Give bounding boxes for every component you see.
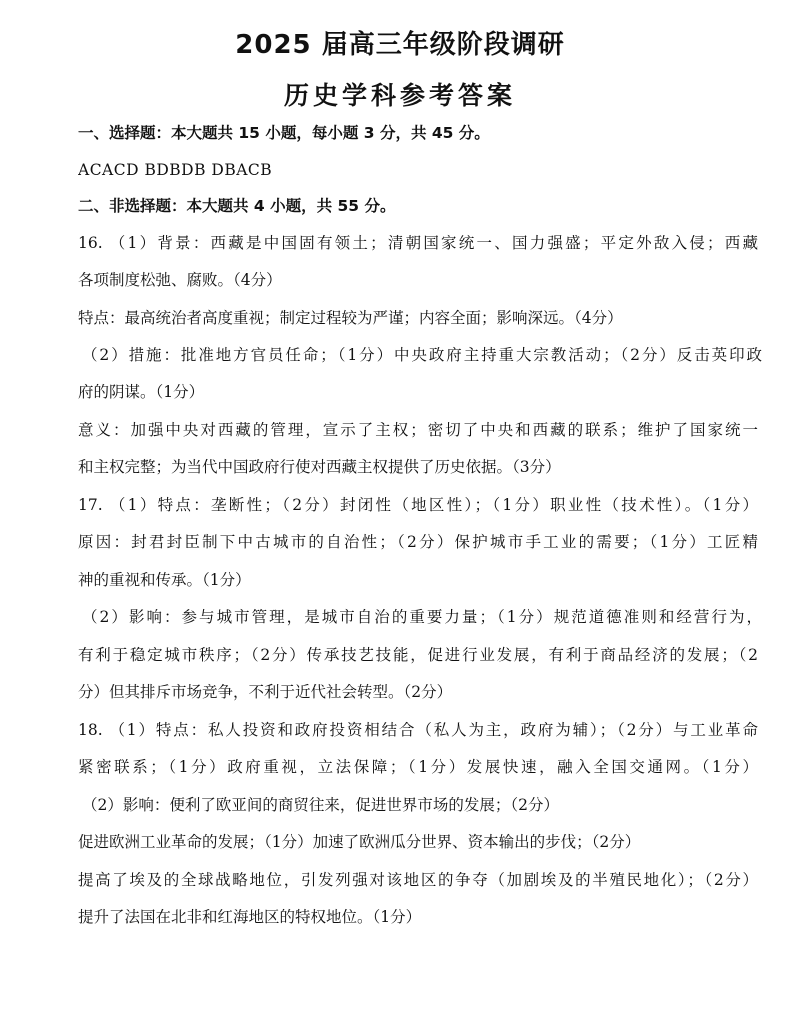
answer-line-q18-3: （2）影响：便利了欧亚间的商贸往来，促进世界市场的发展；（2分）	[82, 796, 559, 814]
answer-line-q18-1: 18. （1）特点：私人投资和政府投资相结合（私人为主，政府为辅）；（2分）与工业革命	[78, 721, 758, 739]
answer-line-q17-5: 有利于稳定城市秩序；（2分）传承技艺技能，促进行业发展，有利于商品经济的发展；（2	[78, 646, 758, 664]
answer-line-q16-5: 府的阴谋。（1分）	[78, 383, 205, 401]
answer-line-q16-3: 特点：最高统治者高度重视；制定过程较为严谨；内容全面；影响深远。（4分）	[78, 309, 623, 327]
answer-line-q17-1: 17. （1）特点：垄断性；（2分）封闭性（地区性）；（1分）职业性（技术性）。（1分）	[78, 496, 758, 514]
answer-line-q17-4: （2）影响：参与城市管理，是城市自治的重要力量；（1分）规范道德准则和经营行为，	[82, 608, 762, 626]
answer-line-q16-6: 意义：加强中央对西藏的管理，宣示了主权；密切了中央和西藏的联系；维护了国家统一	[78, 421, 758, 439]
answer-line-q18-5: 提高了埃及的全球战略地位，引发列强对该地区的争夺（加剧埃及的半殖民地化）；（2分）	[78, 871, 758, 889]
multiple-choice-answers: ACACD BDBDB DBACB	[78, 161, 273, 179]
answer-line-q16-1: 16. （1）背景：西藏是中国固有领土；清朝国家统一、国力强盛；平定外敌入侵；西藏	[78, 234, 758, 252]
answer-line-q18-2: 紧密联系；（1分）政府重视，立法保障；（1分）发展快速，融入全国交通网。（1分）	[78, 758, 758, 776]
page-title: 2025 届高三年级阶段调研	[235, 30, 565, 60]
page-subtitle: 历史学科参考答案	[283, 81, 516, 110]
section-1-heading: 一、选择题：本大题共 15 小题，每小题 3 分，共 45 分。	[78, 124, 490, 142]
answer-line-q18-4: 促进欧洲工业革命的发展；（1分）加速了欧洲瓜分世界、资本输出的步伐；（2分）	[78, 833, 641, 851]
answer-line-q16-4: （2）措施：批准地方官员任命；（1分）中央政府主持重大宗教活动；（2分）反击英印政	[82, 346, 762, 364]
answer-line-q17-2: 原因：封君封臣制下中古城市的自治性；（2分）保护城市手工业的需要；（1分）工匠精	[78, 533, 758, 551]
answer-line-q18-6: 提升了法国在北非和红海地区的特权地位。（1分）	[78, 908, 422, 926]
answer-line-q16-2: 各项制度松弛、腐败。（4分）	[78, 271, 282, 289]
answer-line-q16-7: 和主权完整；为当代中国政府行使对西藏主权提供了历史依据。（3分）	[78, 458, 561, 476]
section-2-heading: 二、非选择题：本大题共 4 小题，共 55 分。	[78, 197, 396, 215]
answer-line-q17-3: 神的重视和传承。（1分）	[78, 571, 251, 589]
answer-line-q17-6: 分）但其排斥市场竞争，不利于近代社会转型。（2分）	[78, 683, 453, 701]
